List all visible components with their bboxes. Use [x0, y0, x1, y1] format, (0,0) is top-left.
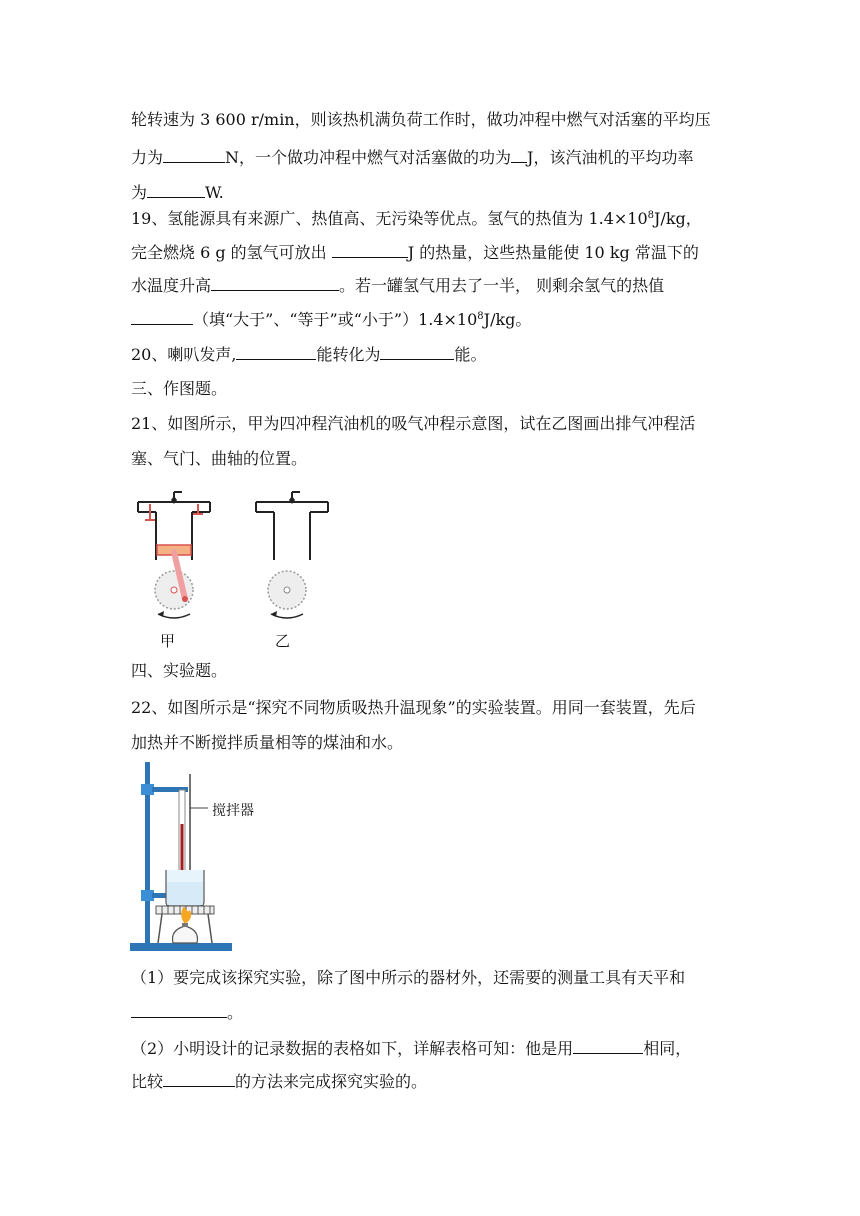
section-4-heading: 四、实验题。 [131, 661, 228, 680]
figure-label-jia: 甲 [160, 632, 176, 650]
engine-blank-figure [248, 490, 338, 620]
q22-part-2-line-2 [131, 1070, 427, 1092]
q20-text-a: 20、喇叭发声, [131, 345, 237, 364]
blank-q22-compare[interactable] [163, 1070, 235, 1087]
q19-exp-4: 8 [477, 311, 484, 322]
q20-line [131, 343, 486, 365]
q18-text-3a: 为 [131, 183, 148, 202]
q22-part-2-line-1 [131, 1037, 691, 1059]
q19-line-4 [131, 308, 531, 330]
q18-line-2 [131, 146, 693, 168]
blank-q19-temp[interactable] [211, 274, 339, 291]
q19-text-4a: （填“大于”、“等于”或“小于”）1.4×10 [193, 310, 478, 329]
section-3-heading: 三、作图题。 [131, 379, 228, 398]
blank-q18-power[interactable] [147, 181, 205, 198]
q21-line-1: 21、如图所示，甲为四冲程汽油机的吸气冲程示意图，试在乙图画出排气冲程活 [131, 414, 696, 433]
blank-q22-tool[interactable] [131, 1001, 227, 1018]
q19-line-2 [131, 241, 699, 263]
q18-text-1: 轮转速为 3 600 r/min，则该热机满负荷工作时，做功冲程中燃气对活塞的平均压 [131, 110, 711, 129]
q22-part-1-line-1: （1）要完成该探究实验，除了图中所示的器材外，还需要的测量工具有天平和 [131, 968, 686, 987]
q19-text-2b: J 的热量，这些热量能使 10 kg 常温下的 [407, 243, 699, 262]
q18-line-3 [131, 181, 224, 203]
q18-line-1 [131, 109, 711, 131]
stirrer-label: 搅拌器 [212, 803, 254, 819]
q19-text-1a: 19、氢能源具有来源广、热值高、无污染等优点。氢气的热值为 1.4×10 [131, 209, 648, 228]
q22-text-p1b: 。 [227, 1003, 244, 1022]
q22-text-p2c: 比较 [131, 1072, 164, 1091]
blank-q19-compare[interactable] [131, 308, 193, 325]
q19-line-3 [131, 274, 664, 296]
blank-q18-force[interactable] [163, 146, 225, 163]
q18-text-2b: N，一个做功冲程中燃气对活塞做的功为 [225, 148, 512, 167]
q18-text-2c: J，该汽油机的平均功率 [527, 148, 694, 167]
heating-apparatus-figure [128, 760, 238, 955]
q19-text-4b: J/kg。 [483, 310, 532, 329]
q19-exp-1: 8 [647, 210, 655, 221]
q19-text-3b: 。若一罐氢气用去了一半， 则剩余氢气的热值 [339, 276, 665, 295]
blank-q22-same[interactable] [573, 1037, 643, 1054]
q18-text-3b: W. [205, 183, 224, 202]
q21-line-2: 塞、气门、曲轴的位置。 [131, 449, 308, 468]
q22-text-p2b: 相同， [643, 1039, 692, 1058]
q19-text-2a: 完全燃烧 6 g 的氢气可放出 [131, 243, 332, 262]
blank-q20-energy-2[interactable] [380, 343, 454, 360]
q22-part-1-line-2 [131, 1001, 243, 1023]
q18-text-2a: 力为 [131, 148, 164, 167]
figure-label-yi: 乙 [275, 632, 291, 650]
q22-line-2: 加热并不断搅拌质量相等的煤油和水。 [131, 733, 404, 752]
q22-text-p2d: 的方法来完成探究实验的。 [235, 1072, 428, 1091]
blank-q18-work[interactable] [511, 146, 527, 163]
q20-text-b: 能转化为 [316, 345, 381, 364]
q22-text-p2a: （2）小明设计的记录数据的表格如下，详解表格可知：他是用 [131, 1039, 574, 1058]
blank-q19-heat[interactable] [332, 241, 408, 258]
blank-q20-energy-1[interactable] [236, 343, 316, 360]
q20-text-c: 能。 [454, 345, 487, 364]
q22-line-1: 22、如图所示是“探究不同物质吸热升温现象”的实验装置。用同一套装置，先后 [131, 698, 696, 717]
q19-text-1b: J/kg， [654, 209, 702, 228]
engine-intake-figure [130, 490, 220, 620]
q19-line-1 [131, 208, 702, 230]
q19-text-3a: 水温度升高 [131, 276, 212, 295]
